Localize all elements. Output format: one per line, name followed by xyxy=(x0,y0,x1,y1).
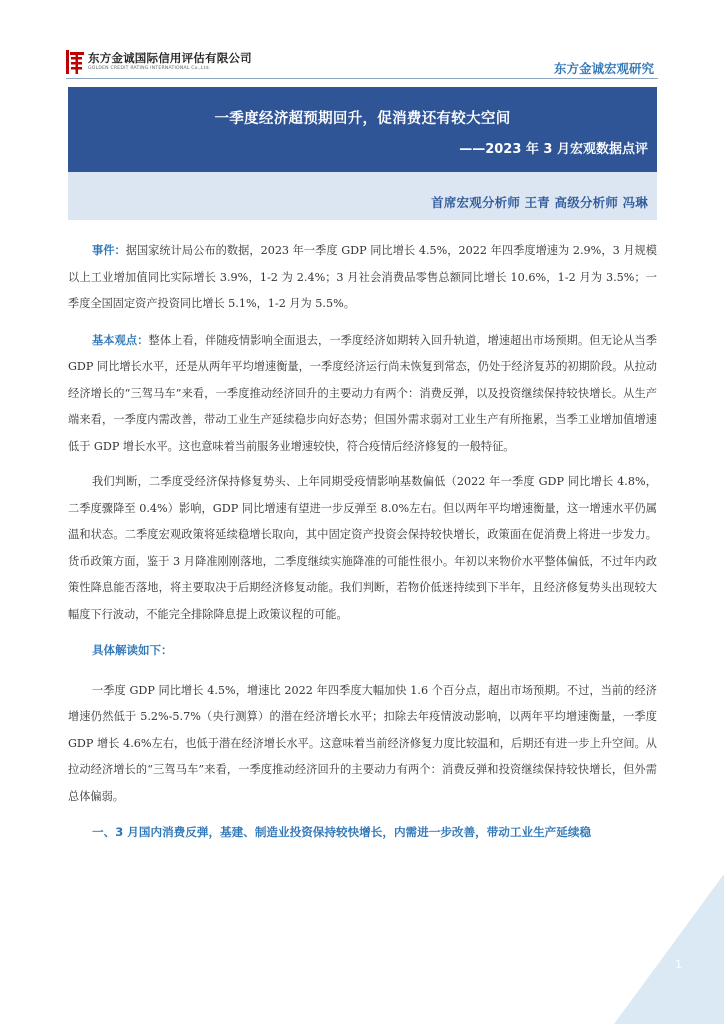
view-text: 整体上看，伴随疫情影响全面退去，一季度经济如期转入回升轨道，增速超出市场预期。但无论从当季 GDP 同比增长水平，还是从两年平均增速衡量，一季度经济运行尚未恢复到常态，仍处于经济复苏的初期阶段。从拉动经济增长的“三驾马车”来看，一季度推动经济回升的主要动力有两个：消费反弹，以及投资继续保持较快增长。从生产端来看，一季度内需改善，带动工业生产延续稳步向好态势；但国外需求弱对工业生产有所拖累，当季工业增加值增速低于 GDP 增长水平。这也意味着当前服务业增速较快，符合疫情后经济修复的一般特征。 xyxy=(68,333,657,453)
detail-heading: 具体解读如下： xyxy=(92,643,173,657)
header-divider xyxy=(66,78,658,79)
analyst-names: 首席宏观分析师 王青 高级分析师 冯琳 xyxy=(431,195,648,210)
event-paragraph xyxy=(68,237,657,318)
report-body xyxy=(68,237,657,855)
event-text: 据国家统计局公布的数据，2023 年一季度 GDP 同比增长 4.5%，2022 年四季度增速为 2.9%，3 月规模以上工业增加值同比实际增长 3.9%，1-2 为 2.4%；3 月社会消费品零售总额同比增长 10.6%，1-2 月为 3.5%；一季度全国固定资产投资同比增长 5.1%，1-2 月为 5.5%。 xyxy=(68,244,657,310)
detail-paragraph: 一季度 GDP 同比增长 4.5%，增速比 2022 年四季度大幅加快 1.6 个百分点，超出市场预期。不过，当前的经济增速仍然低于 5.2%-5.7%（央行测算）的潜在经济增长水平；扣除去年疫情波动影响，以两年平均增速衡量，一季度 GDP 增长 4.6%左右，也低于潜在经济增长水平。这意味着当前经济修复力度比较温和，后期还有进一步上升空间。从拉动经济增长的“三驾马车”来看，一季度推动经济回升的主要动力有两个：消费反弹和投资继续保持较快增长，但外需总体偏弱。 xyxy=(68,683,657,803)
corner-decoration xyxy=(614,874,724,1024)
company-logo xyxy=(66,50,252,74)
report-title: 一季度经济超预期回升，促消费还有较大空间 xyxy=(214,111,511,127)
view-paragraph xyxy=(68,327,657,461)
view-label: 基本观点： xyxy=(92,332,149,347)
company-name-cn: 东方金诚国际信用评估有限公司 xyxy=(88,51,252,65)
judgment-paragraph: 我们判断，二季度受经济保持修复势头、上年同期受疫情影响基数偏低（2022 年一季度 GDP 同比增长 4.8%，二季度骤降至 0.4%）影响，GDP 同比增速有望进一步反弹至 8.0%左右。但以两年平均增速衡量，这一增速水平仍属温和状态。二季度宏观政策将延续稳增长取向，其中固定资产投资会保持较快增长，政策面在促消费上将进一步发力。货币政策方面，鉴于 3 月降准刚刚落地，二季度继续实施降准的可能性很小。年初以来物价水平整体偏低，不过年内政策性降息能否落地，将主要取决于后期经济修复动能。我们判断，若物价低迷持续到下半年，且经济修复势头出现较大幅度下行波动，不能完全排除降息提上政策议程的可能。 xyxy=(68,475,657,621)
brand-label: 东方金诚宏观研究 xyxy=(553,61,654,76)
title-banner xyxy=(68,87,657,172)
logo-icon xyxy=(66,50,84,74)
section-heading-1: 一、3 月国内消费反弹，基建、制造业投资保持较快增长，内需进一步改善，带动工业生产延续稳 xyxy=(92,825,592,839)
page-number: 1 xyxy=(675,958,682,971)
event-label: 事件： xyxy=(92,243,126,257)
analyst-box xyxy=(68,172,657,220)
company-name-en: GOLDEN CREDIT RATING INTERNATIONAL Co.,Ltd. xyxy=(88,66,211,71)
report-subtitle: ——2023 年 3 月宏观数据点评 xyxy=(459,142,648,157)
